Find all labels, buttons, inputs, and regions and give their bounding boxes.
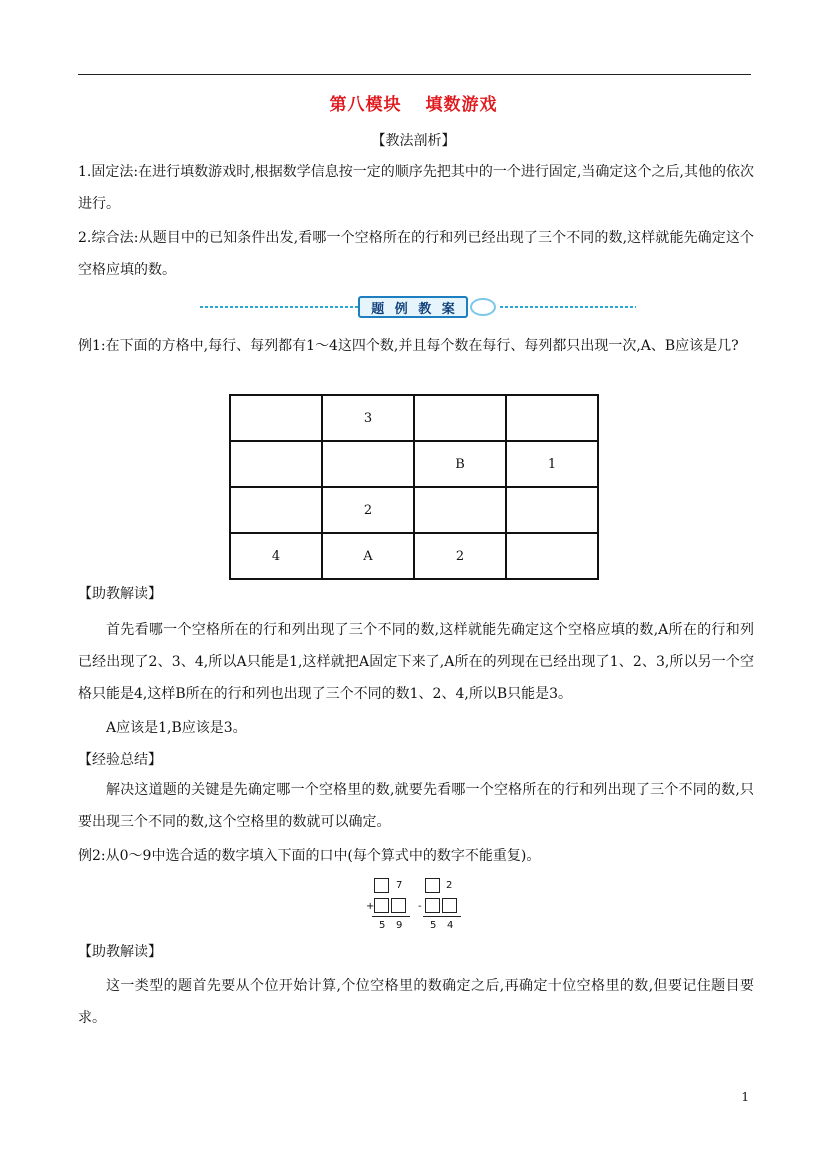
- grid-cell: [322, 441, 414, 487]
- grid-cell: 4: [230, 533, 322, 579]
- example-1-question: 例1:在下面的方格中,每行、每列都有1～4这四个数,并且每个数在每行、每列都只出现一次,A、B应该是几?: [78, 338, 739, 354]
- grid-cell: 1: [506, 441, 598, 487]
- grid-cell: B: [414, 441, 506, 487]
- help-text-1: 首先看哪一个空格所在的行和列出现了三个不同的数,这样就能先确定这个空格应填的数,A所在的行和列已经出现了2、3、4,所以A只能是1,这样就把A固定下来了,A所在的列现在已经出现了1、2、3,所以另一个空格只能是4,这样B所在的行和列也出现了三个不同的数1、2、4,所以B只能是3。: [78, 622, 754, 702]
- grid-cell: [230, 441, 322, 487]
- example-banner: [200, 294, 636, 320]
- grid-cell: [506, 533, 598, 579]
- answer-1: A应该是1,B应该是3。: [106, 720, 247, 736]
- header-rule: [78, 74, 751, 75]
- answer-box: [425, 898, 440, 913]
- help-text-2: 这一类型的题首先要从个位开始计算,个位空格里的数确定之后,再确定十位空格里的数,但要记住题目要求。: [78, 978, 754, 1026]
- grid-row: [230, 533, 598, 579]
- grid-cell: [230, 395, 322, 441]
- grid-row: [230, 395, 598, 441]
- banner-char: 案: [441, 301, 455, 317]
- grid-cell: [414, 395, 506, 441]
- grid-cell: [506, 395, 598, 441]
- answer-box: [442, 898, 457, 913]
- grid-cell: 3: [322, 395, 414, 441]
- plus-sign: +: [366, 901, 375, 912]
- grid-cell: 2: [414, 533, 506, 579]
- page-title: [0, 90, 827, 115]
- banner-box: [358, 296, 468, 318]
- experience-text: 解决这道题的关键是先确定哪一个空格里的数,就要先看哪一个空格所在的行和列出现了三个不同的数,只要出现三个不同的数,这个空格里的数就可以确定。: [78, 782, 754, 830]
- banner-char: 例: [394, 301, 408, 317]
- answer-box: [425, 878, 440, 893]
- equation-digit: 2: [446, 880, 453, 891]
- result-digit: 4: [447, 920, 454, 931]
- answer-box: [391, 898, 406, 913]
- method-1-paragraph: 1.固定法:在进行填数游戏时,根据数学信息按一定的顺序先把其中的一个进行固定,当确定这个之后,其他的依次进行。: [78, 164, 754, 212]
- page-number: 1: [741, 1090, 749, 1104]
- answer-box: [374, 878, 389, 893]
- experience-heading: 【经验总结】: [78, 752, 162, 768]
- result-digit: 5: [430, 920, 437, 931]
- grid-cell: [506, 487, 598, 533]
- help-heading-1: 【助教解读】: [78, 586, 162, 602]
- method-2-paragraph: 2.综合法:从题目中的已知条件出发,看哪一个空格所在的行和列已经出现了三个不同的数,这样就能先确定这个空格应填的数。: [78, 230, 754, 278]
- result-digit: 9: [396, 920, 403, 931]
- grid-cell: [414, 487, 506, 533]
- grid-row: [230, 441, 598, 487]
- title-topic: 填数游戏: [425, 95, 498, 115]
- title-module: 第八模块: [329, 95, 402, 115]
- grid-cell: A: [322, 533, 414, 579]
- help-heading-2: 【助教解读】: [78, 944, 162, 960]
- minus-sign: -: [418, 901, 422, 912]
- banner-char: 教: [418, 301, 432, 317]
- equation-bar: [423, 916, 461, 917]
- banner-char: 题: [371, 301, 385, 317]
- example-2-question: 例2:从0～9中选合适的数字填入下面的口中(每个算式中的数字不能重复)。: [78, 848, 541, 864]
- banner-line-left: [200, 306, 360, 308]
- answer-box: [374, 898, 389, 913]
- grid-row: [230, 487, 598, 533]
- result-digit: 5: [379, 920, 386, 931]
- equation-digit: 7: [396, 880, 403, 891]
- banner-line-right: [500, 306, 636, 308]
- equation-bar: [372, 916, 410, 917]
- section-method-heading: 【教法剖析】: [371, 133, 456, 149]
- grid-cell: [230, 487, 322, 533]
- number-grid: [229, 394, 599, 580]
- grid-cell: 2: [322, 487, 414, 533]
- banner-decoration-icon: [470, 298, 496, 316]
